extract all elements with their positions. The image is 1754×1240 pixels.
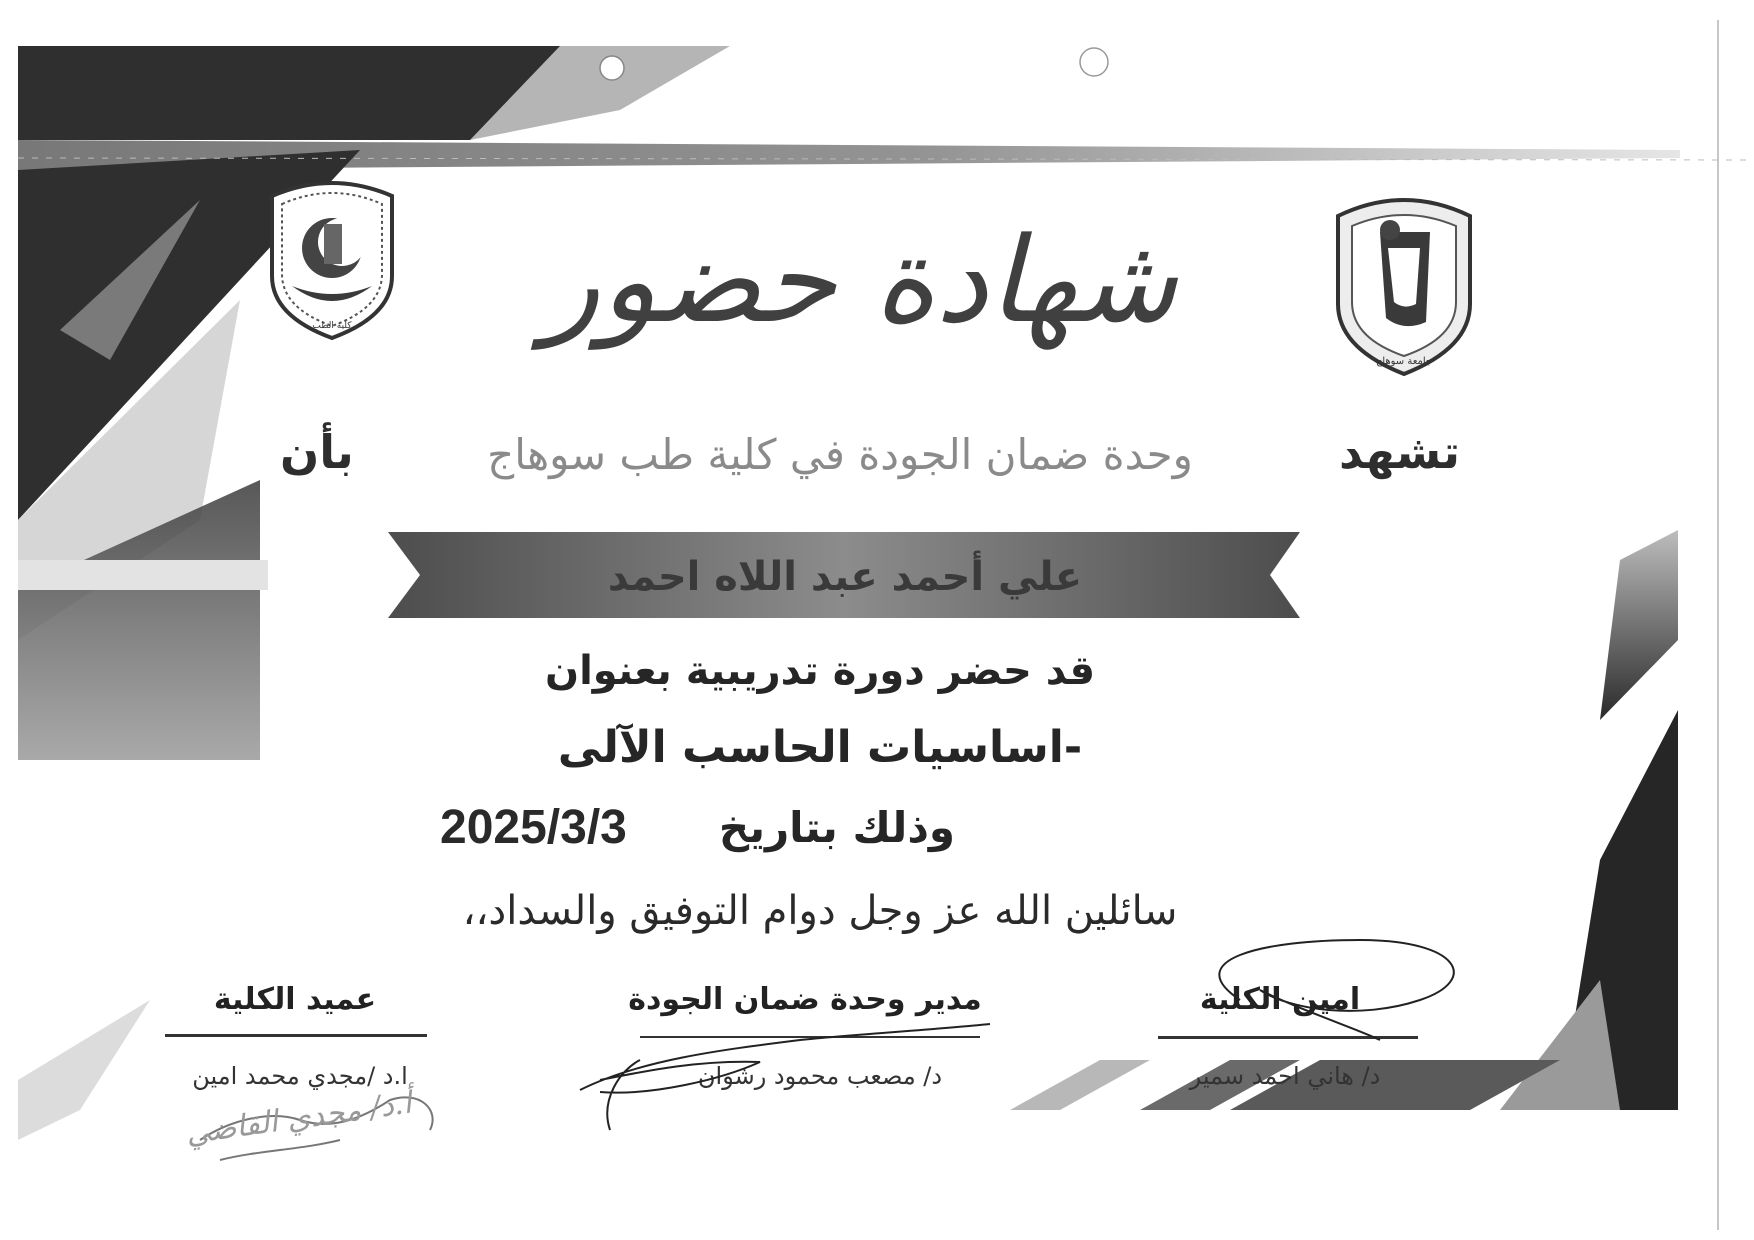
intro-word: تشهد [1338, 425, 1460, 479]
course-title: -اساسيات الحاسب الآلى [557, 722, 1083, 773]
issuer-name: وحدة ضمان الجودة في كلية طب سوهاج [487, 430, 1193, 479]
signatory-name-secretary: د/ هاني احمد سمير [1189, 1062, 1381, 1090]
faculty-seal-caption: كلية الطب [312, 321, 352, 331]
signatory-title-secretary: امين الكلية [1199, 982, 1361, 1017]
signature-quality-director [580, 1024, 990, 1130]
closing-wishes: سائلين الله عز وجل دوام التوفيق والسداد،، [462, 888, 1178, 934]
date-label: وذلك بتاريخ [718, 803, 955, 852]
signature-secretary [1219, 940, 1453, 1040]
university-seal-caption: جامعة سوهاج [1375, 356, 1433, 367]
signatory-name-quality-director: د/ مصعب محمود رشوان [697, 1062, 943, 1090]
signatory-title-dean: عميد الكلية [213, 982, 377, 1017]
attended-text: قد حضر دورة تدريبية بعنوان [544, 648, 1096, 694]
signatory-name-dean: ا.د /مجدي محمد امين [192, 1062, 408, 1090]
that-word: بأن [280, 425, 354, 479]
date-value: 2025/3/3 [440, 801, 627, 854]
dean-stamp: أ.د/ مجدي القاضي [183, 1085, 414, 1152]
signatory-title-quality-director: مدير وحدة ضمان الجودة [628, 982, 982, 1017]
recipient-name: علي أحمد عبد اللاه احمد [607, 554, 1083, 600]
certificate-title: شهادة حضور [542, 211, 1178, 349]
